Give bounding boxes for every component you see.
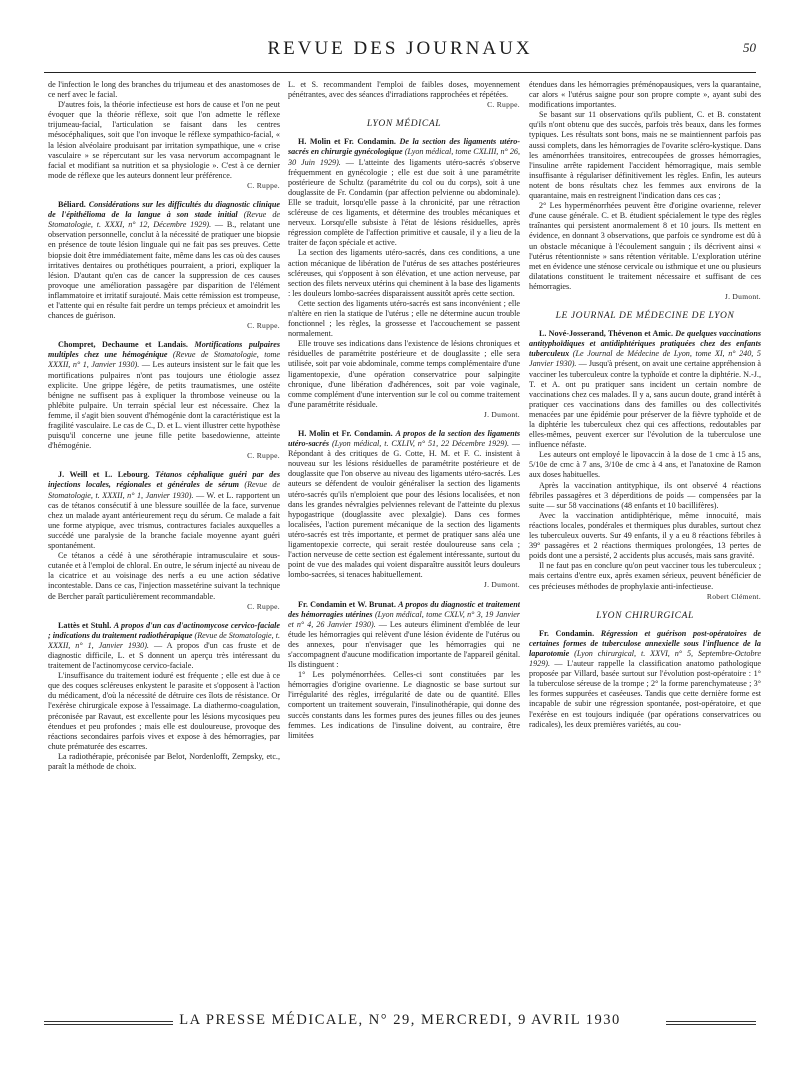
paragraph: Ce tétanos a cédé à une sérothérapie intramusculaire et sous-cutanée et à l'emploi de chloral. En outre, le sérum injecté au niveau de la cicatrice et au voisinage des nerfs a eu une action sédative incontestable. Dans ce cas, l'injection massetérine suivant la technique de Bercher paraît particulièrement recommandable. bbox=[48, 551, 280, 601]
paragraph: Elle trouve ses indications dans l'existence de lésions chroniques et résiduelles de paramétrite postérieure et de douglassite ; elle sera utilisée, soit par voie abdominale, comme temps complémentaire d'une ligamentopexie, d'une opération conservatrice pour salpingite chronique, d'une libération d'adhérences, soit par voie vaginale, comme complément d'une intervention sur le col ou comme traitement d'une paramétrite résiduale. bbox=[288, 339, 520, 409]
article-authors: H. Molin et Fr. Condamin. bbox=[298, 429, 393, 438]
abstract-text: — L'auteur rappelle la classification anatomo pathologique proposée par Villard, basée surtout sur l'évolution post-opératoire : 1° la tuberculose séreuse de la trompe ; 2° la forme parenchymateuse ; 3° les formes suppurées et caséeuses. Tandis que cette dernière forme est incapable de subir une régression spontanée, post-opératoire, et que l'exérèse en est toujours indiquée (par opérations conservatrices ou radicales), les deux premières variétés, au cou- bbox=[529, 659, 761, 729]
abstract-entry bbox=[48, 340, 280, 451]
paragraph: étendues dans les hémorragies préménopausiques, vers la quarantaine, car alors « l'utérus saigne pour son propre compte », ayant subi des modifications importantes. bbox=[529, 80, 761, 110]
abstract-text: — B., relatant une observation personnelle, conclut à la nécessité de pratiquer une biopsie en présence de toute lésion linguale qui ne fait pas ses preuves. Cette biopsie doit être immédiatement faite, même dans les cas où des causes irritatives dentaires ou prothétiques pourraient, a priori, expliquer la lésion. D'autant qu'en cas de cancer la suppression de ces causes provoque une amélioration passagère par disparition de l'élément inflammatoire et irritatif surajouté. Mais cette rémission est trompeuse, et l'attente qui en résulte fait perdre un temps précieux et amoindrit les chances de guérison. bbox=[48, 220, 280, 321]
journal-section-heading: LYON MÉDICAL bbox=[366, 119, 442, 130]
paragraph: La section des ligaments utéro-sacrés, dans ces conditions, a une action mécanique de libération de l'utérus de ses attaches postérieures scléreuses, qui s'opposent à son élévation, et une action nerveuse, par section des filets nerveux utérins qui cheminent à la base des ligaments : les douleurs lombo-sacrées disparaissent aussitôt après cette section. bbox=[288, 248, 520, 298]
journal-section-heading: LYON CHIRURGICAL bbox=[596, 610, 694, 621]
article-authors: L. Nové-Josserand, Thévenon et Amic. bbox=[539, 329, 674, 339]
abstract-entry bbox=[48, 621, 280, 671]
article-reference: (Revue de Stomatologie, tome XXXII, n° 1, Janvier 1930). bbox=[48, 350, 280, 370]
article-authors: Béliard. bbox=[58, 200, 86, 210]
paragraph: 2° Les hyperménorrhées peuvent être d'origine ovarienne, relever d'une cause générale. C. et B. étudient spécialement le type des règles traînantes qui persistent anormalement 8 et 10 jours. Ils mettent en évidence, en donnant 3 observations, que parfois ce syndrome est dû à un obstacle mécanique à l'écoulement sanguin ; ils décrivent ainsi « l'utérus rétentionniste » sans rétention véritable. L'exploration utérine met en évidence une sténose cervicale ou isthmique et une ou plusieurs dilatations constituent le traitement nécessaire et suffisant de ces hémorragies. bbox=[529, 201, 761, 291]
article-title: Mortifications pulpaires multiples chez une hémogénique bbox=[48, 340, 280, 360]
running-footer bbox=[44, 1012, 756, 1032]
paragraph: La radiothérapie, préconisée par Belot, Nordenlofft, Zempsky, etc., paraît la méthode de choix. bbox=[48, 751, 280, 771]
abstract-text: — Répondant à des critiques de G. Cotte, H. M. et F. C. insistent à nouveau sur les lésions résiduelles de paramétrite postérieure et de douglassite que l'on observe au niveau des ligaments utéro-sacrés. Les auteurs se défendent de vouloir généraliser la section des ligaments utéro-sacrés qu'ils n'emploient que pour des lésions localisées, et non dans les grandes névralgies pelviennes relevant de l'atteinte du plexus hypogastrique (douglassite avec plexalgie). Dans ces formes localisées, l'action purement mécanique de la section des ligaments utéro-sacrés est très importante, et permet de pratiquer sans aléa une ligamentopexie correcte, qui serait restée douloureuse sans cela ; l'action nerveuse de cette section est également intéressante, surtout du point de vue des malades qui voient disparaître aussitôt leurs douleurs lombo-sacrées, si tenaces habituellement. bbox=[288, 439, 520, 580]
abstract-entry bbox=[48, 200, 280, 321]
column-2 bbox=[288, 80, 520, 1010]
article-reference: (Lyon médical, tome CXLV, n° 3, 19 Janvier et n° 4, 26 Janvier 1930). bbox=[288, 609, 520, 629]
reviewer-signature: J. Dumont. bbox=[724, 291, 761, 301]
journal-section-heading: LE JOURNAL DE MÉDECINE DE LYON bbox=[555, 311, 735, 322]
article-reference: (Revue de Stomatologie, t. XXXII, n° 1, Janvier 1930). bbox=[48, 480, 280, 500]
paragraph: Avec la vaccination antidiphtérique, même innocuité, mais réactions locales, pondérales et thermiques plus durables, surtout chez les tuberculeux ouverts. Sur 49 enfants, il y a eu 8 réactions fébriles à 39° passagères et 2 réactions thermiques prolongées, 13 pertes de poids dont une a persisté, 2 accidents plus accusés, mais sans gravité. bbox=[529, 510, 761, 561]
reviewer-signature: C. Ruppe. bbox=[247, 321, 280, 331]
abstract-text: — Les auteurs éliminent d'emblée de leur étude les hémorragies qui relèvent d'une lésion évidente de l'utérus ou des annexes, pour n'envisager que les hémorragies qui ne s'accompagnent d'aucune modification importante de l'appareil génital. Ils distinguent : bbox=[288, 619, 520, 670]
abstract-entry bbox=[529, 329, 761, 450]
abstract-text: — Jusqu'à présent, on avait une certaine appréhension à vacciner les tuberculeux contre la typhoïde et contre la diphtérie. N.-J., T. et A. ont pu pratiquer sans incident un certain nombre de vaccinations chez ces malades. Il y a, sans aucun doute, grand intérêt à pratiquer ces vaccinations dans des familles ou des collectivités menacées par une épidémie pour préserver de la fièvre typhoïde et de la diphtérie les tuberculeux chez qui ces affections, redoutables par elles-mêmes, peuvent exercer sur l'évolution de la tuberculose une influence néfaste. bbox=[529, 359, 761, 450]
paragraph: Il ne faut pas en conclure qu'on peut vacciner tous les tuberculeux ; mais certains d'entre eux, après examen sérieux, peuvent bénéficier de ces précieuses méthodes de prophylaxie anti-infectieuse. bbox=[529, 561, 761, 591]
paragraph: Les auteurs ont employé le lipovaccin à la dose de 1 cmc à 15 ans, 5/10e de cmc à 7 ans, 3/10e de cmc à 4 ans, et l'anatoxine de Ramon aux doses habituelles. bbox=[529, 450, 761, 480]
reviewer-signature: C. Ruppe. bbox=[247, 451, 280, 461]
running-header bbox=[44, 36, 756, 73]
paragraph: Après la vaccination antityphique, ils ont observé 4 réactions fébriles passagères et 3 déperditions de poids — compensées par la suite — sur 58 vaccinations (48 enfants et 10 bacillifères). bbox=[529, 480, 761, 510]
column-1 bbox=[48, 80, 280, 1010]
article-authors: H. Molin et Fr. Condamin. bbox=[298, 137, 396, 147]
abstract-entry bbox=[288, 600, 520, 671]
page-number: 50 bbox=[743, 40, 756, 55]
abstract-entry bbox=[529, 629, 761, 730]
reviewer-signature: C. Ruppe. bbox=[487, 100, 520, 110]
journal-section-title: REVUE DES JOURNAUX bbox=[267, 38, 533, 59]
article-title: De quelques vaccinations antityphoïdiques et antidiphtériques pratiquées chez des enfants tuberculeux bbox=[529, 329, 761, 359]
paragraph: L. et S. recommandent l'emploi de faibles doses, moyennement pénétrantes, avec des séances d'irradiations rapprochées et répétées. bbox=[288, 80, 520, 100]
article-authors: Lattès et Stuhl. bbox=[58, 620, 112, 630]
abstract-entry bbox=[48, 470, 280, 551]
column-3 bbox=[529, 80, 761, 1010]
article-authors: J. Weill et L. Lebourg. bbox=[58, 470, 150, 480]
abstract-text: — Les auteurs insistent sur le fait que les mortifications pulpaires n'ont pas toujours une étiologie assez explicite. Une grippe légère, de petits traumatismes, une ostéite bénigne ne suffisent pas à expliquer la thrombose veineuse ou la phlébite pulpaire. Un terrain spécial leur est nécessaire. Chez la femme, il s'agit bien souvent d'hémogénie dont la caractéristique est la fragilité vasculaire. Le cas de C., D. et L. vient illustrer cette hypothèse puisqu'il concerne une jeune fille petite basedowienne, atteinte d'hémogénie. bbox=[48, 360, 280, 451]
article-title: Tétanos céphalique guéri par des injections locales, régionales et générales de sérum bbox=[48, 470, 280, 490]
article-authors: Fr. Condamin. bbox=[539, 628, 595, 638]
paragraph: Cette section des ligaments utéro-sacrés est sans inconvénient ; elle n'altère en rien la statique de l'utérus ; elle ne détermine aucun trouble fonctionnel ; les règles, la grossesse et l'accouchement se passent normalement. bbox=[288, 298, 520, 339]
reviewer-signature: C. Ruppe. bbox=[247, 180, 280, 190]
article-title: A propos du diagnostic et traitement des hémorragies utérines bbox=[288, 599, 520, 619]
article-reference: (Le Journal de Médecine de Lyon, tome XI, n° 240, 5 Janvier 1930). bbox=[529, 349, 761, 369]
footer-issue-line: LA PRESSE MÉDICALE, N° 29, MERCREDI, 9 AVRIL 1930 bbox=[173, 1012, 626, 1028]
reviewer-signature: C. Ruppe. bbox=[247, 601, 280, 611]
abstract-text: — A propos d'un cas fruste et de diagnostic difficile, L. et S donnent un aperçu très intéressant du traitement de l'actinomycose cervico-faciale. bbox=[48, 640, 280, 671]
abstract-entry bbox=[288, 429, 520, 580]
abstract-text: — W. et L. rapportent un cas de tétanos consécutif à une blessure souillée de la face, survenue chez un malade ayant antérieurement reçu du sérum. Ce malade a fait une forme atypique, avec trismus, contractures faciales auxquelles a succédé une paralysie de la branche faciale moyenne ayant guéri spontanément. bbox=[48, 490, 280, 551]
article-title: A propos de la section des ligaments utéro-sacrés bbox=[288, 429, 520, 449]
article-title: Considérations sur les difficultés du diagnostic clinique de l'épithélioma de la langue à son stade initial bbox=[48, 200, 280, 220]
abstract-entry bbox=[288, 137, 520, 248]
article-title: A propos d'un cas d'actinomycose cervico-faciale ; indications du traitement radiothérapique bbox=[48, 620, 280, 640]
reviewer-signature: J. Dumont. bbox=[483, 409, 520, 419]
reviewer-signature: Robert Clément. bbox=[706, 591, 761, 601]
article-title: Régression et guérison post-opératoires de certaines formes de tuberculose annexielle sous l'influence de la laparotomie bbox=[529, 628, 761, 658]
article-authors: Chompret, Dechaume et Landais. bbox=[58, 340, 188, 350]
paragraph: Se basant sur 11 observations qu'ils publient, C. et B. constatent qu'ils n'ont obtenu que des succès, parfois très beaux, dans les formes typiques. Les résultats sont bons, mais ne se maintiennent parfois pas aussi complets, dans les hémorragies de l'ovarite scléro-kystique. Dans les aménorrhées transitoires, entrecoupées de grosses hémorragies, l'insuline arrête rapidement l'accident hémorragique, mais semble insuffisante à régulariser définitivement les règles. Enfin, les auteurs notent de bons résultats chez les femmes aux environs de la quarantaine, mais en restreignent l'indication dans ces cas ; bbox=[529, 110, 761, 201]
article-reference: (Lyon médical, t. CXLIV, n° 51, 22 Décembre 1929). bbox=[331, 439, 509, 449]
paragraph: D'autres fois, la théorie infectieuse est hors de cause et l'on ne peut évoquer que la théorie réflexe, soit que l'on admette le réflexe trijumeau-facial, l'articulation se faisant dans les centres mésocéphaliques, soit que l'on invoque le réflexe sympathico-facial, « la lésion alvéolaire produisant par irritation sympathique, une « crise vasculaire » se répercutant sur les vasa nervorum accompagnant le facial et modifiant sa nutrition et sa physiologie ». C'est à ce dernier mode de réflexe que les auteurs donnent leur préférence. bbox=[48, 100, 280, 180]
paragraph: de l'infection le long des branches du trijumeau et des anastomoses de ce nerf avec le facial. bbox=[48, 80, 280, 100]
article-reference: (Revue de Stomatologie, t. XXXI, n° 12, Décembre 1929). bbox=[48, 210, 280, 230]
article-reference: (Lyon médical, tome CXLIII, n° 26, 30 Juin 1929). bbox=[288, 147, 520, 167]
abstract-text: — L'atteinte des ligaments utéro-sacrés s'observe fréquemment en gynécologie ; elle est due soit à une paramétrite postérieure de Schultz (paramétrite du col ou du corps), soit à une douglassite de Fr. Condamin (par affection pelvienne ou abdominale). Elle se traduit, lorsqu'elle passe à la chronicité, par une rétraction scléreuse de ces ligaments, et détermine des troubles mécaniques et nerveux. Lorsqu'elle subsiste à l'état de lésions résiduelles, après régression complète de l'affection primitive et causale, il y a lieu de la traiter de façon spéciale et active. bbox=[288, 157, 520, 248]
article-title: De la section des ligaments utéro-sacrés en chirurgie gynécologique bbox=[288, 137, 520, 157]
article-reference: (Lyon chirurgical, t. XXVI, n° 5, Septembre-Octobre 1929). bbox=[529, 648, 761, 669]
paragraph: L'insuffisance du traitement ioduré est fréquente ; elle est due à ce que des coques scléreuses enkystent le parasite et s'opposent à l'action du médicament, d'où la nécessité de détruire ces îlots de résistance. Or l'exérèse chirurgicale expose à l'essaimage. La diathermo-coagulation, préconisée par Ravaut, est excellente pour les lésions mycosiques peu étendues et peu profondes ; mais elle est douloureuse, provoque des réactions secondaires parfois vives et expose à des hémorragies, par chute prématurée des escarres. bbox=[48, 671, 280, 751]
reviewer-signature: J. Dumont. bbox=[483, 580, 520, 590]
article-authors: Fr. Condamin et W. Brunat. bbox=[298, 599, 396, 609]
article-reference: (Revue de Stomatologie, t. XXXII, n° 1, Janvier 1930). bbox=[48, 630, 280, 650]
paragraph: 1° Les polyménorrhées. Celles-ci sont constituées par les hémorragies d'origine ovarienne. Le diagnostic se base surtout sur l'irrégularité des règles, irrégularité de date ou de quantité. Elles comportent un traitement souverain, l'insulinothérapie, qui donne des succès constants dans les formes pures des jeunes filles ou des jeunes femmes. Les indications de l'insuline doivent, au contraire, être limitées bbox=[288, 670, 520, 740]
